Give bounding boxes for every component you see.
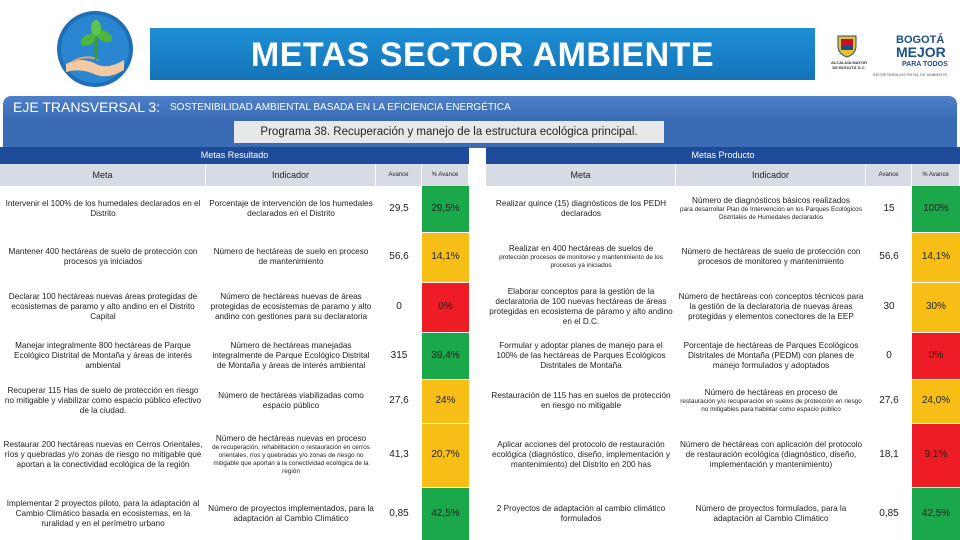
avance-producto-cell: 0 (886, 349, 892, 361)
title-bar (150, 28, 815, 80)
logo-line3: PARA TODOS (902, 61, 948, 68)
meta-producto-cell-main: Realizar en 400 hectáreas de suelos de (508, 243, 654, 253)
logo-line1: BOGOTÁ (896, 34, 945, 46)
bogota-logo (828, 28, 950, 80)
indicador-producto-cell-detail: para desarrollar Plan de Intervención en los Parques Ecológicos Distritales de Humedales declarados (680, 205, 862, 221)
col-header-indicador-producto: Indicador (676, 164, 866, 186)
meta-producto-cell-detail: protección procesos de monitoreo y mantenimiento de los procesos ya iniciados (499, 253, 663, 269)
row-divider (0, 379, 960, 380)
indicador-producto-cell: Número de hectáreas de suelo de protección con procesos de monitoreo y mantenimiento (681, 247, 861, 266)
meta-resultado-cell: Restaurar 200 hectáreas nuevas en Cerros Orientales, ríos y quebradas y/o zonas de riesgo no mitigable que aportan a la conectividad ecológica de la región (3, 440, 203, 469)
pct-avance-resultado-cell: 24% (422, 379, 469, 423)
pct-avance-resultado-cell: 42,5% (422, 487, 469, 540)
pct-avance-producto-cell: 30% (912, 282, 960, 332)
pct-avance-producto-cell: 42,5% (912, 487, 960, 540)
row-divider (0, 423, 960, 424)
logo-line2: MEJOR (896, 44, 946, 60)
indicador-resultado-cell (206, 423, 376, 487)
pct-avance-producto-cell: 9,1% (912, 423, 960, 487)
eje-band (3, 96, 957, 120)
col-header-meta-producto: Meta (486, 164, 676, 186)
section-metas-producto: Metas Producto (486, 147, 960, 164)
indicador-producto-cell: Porcentaje de hectáreas de Parques Ecológicos Distritales de Montaña (PEDM) con planes de manejo formulados y adoptados (683, 340, 859, 370)
meta-resultado-cell: Manejar integralmente 800 hectáreas de Parque Ecológico Distrital de Montaña y áreas de interés ambiental (14, 340, 192, 370)
col-header-avance: Avance (376, 164, 422, 186)
meta-resultado-cell: Mantener 400 hectáreas de suelo de protección con procesos ya iniciados (8, 247, 198, 266)
pct-avance-producto-cell: 14,1% (912, 232, 960, 282)
indicador-resultado-cell: Porcentaje de intervención de los humedales declarados en el Distrito (209, 199, 373, 218)
section-metas-resultado: Metas Resultado (0, 147, 469, 164)
indicador-resultado-cell: Número de hectáreas de suelo en proceso de mantenimiento (213, 247, 369, 266)
meta-producto-cell: 2 Proyectos de adaptación al cambio climático formulados (496, 503, 666, 523)
indicador-resultado-cell: Número de hectáreas viabilizadas como espacio público (218, 391, 364, 410)
indicador-producto-cell (676, 186, 866, 232)
indicador-producto-cell-detail: restauración y/o recuperación en suelos de protección en riesgo no mitigables para habilitar como espacio público (680, 397, 862, 413)
avance-resultado-cell: 27,6 (389, 395, 409, 406)
indicador-producto-cell: Número de proyectos formulados, para la adaptación al Cambio Climático (695, 503, 847, 523)
avance-resultado-cell: 41,3 (389, 449, 409, 460)
pct-avance-resultado-cell: 14,1% (422, 232, 469, 282)
avance-producto-cell: 30 (883, 301, 895, 312)
hand-plant-icon (52, 6, 138, 92)
meta-producto-cell: Elaborar conceptos para la gestión de la declaratoria de 100 nuevas hectáreas de áreas protegidas en ecosistema de páramo y alto andino en el D.C. (489, 287, 673, 326)
programa-label: Programa 38. Recuperación y manejo de la estructura ecológica principal. (234, 121, 664, 143)
col-gap (469, 164, 486, 186)
indicador-producto-cell (676, 379, 866, 423)
alcaldia-label: ALCALDÍA MAYOR DE BOGOTÁ D.C. (831, 60, 867, 70)
indicador-resultado-cell: Número de hectáreas nuevas de áreas protegidas de ecosistemas de paramo y alto andino con gestiones para su declaratoria (210, 292, 372, 321)
row-divider (0, 332, 960, 333)
avance-producto-cell: 56,6 (879, 251, 899, 262)
indicador-producto-cell: Número de hectáreas con aplicación del protocolo de restauración ecológica (diagnóstico, diseño, implementación y mantenimiento) (679, 440, 863, 469)
avance-resultado-cell: 56,6 (389, 251, 409, 262)
indicador-resultado-cell-main: Número de hectáreas nuevas en proceso (215, 433, 367, 443)
meta-producto-cell: Restauración de 115 has en suelos de protección en riesgo no mitigable (491, 391, 671, 410)
meta-resultado-cell: Declarar 100 hectáreas nuevas áreas protegidas de ecosistemas de paramo y alto andino en el Distrito Capital (8, 292, 198, 321)
avance-resultado-cell: 0,85 (389, 507, 409, 519)
secretaria-label: SECRETARÍA DISTRITAL DE AMBIENTE (873, 72, 948, 77)
col-header-indicador: Indicador (206, 164, 376, 186)
pct-avance-resultado-cell: 39,4% (422, 332, 469, 379)
indicador-resultado-cell-detail: de recuperación, rehabilitación o restauración en cerros orientales, ríos y quebradas y/o zonas de riesgo no mitigable que aportan a la conectividad ecológica de la región (212, 443, 370, 476)
col-header-pct-avance-producto: % Avance (912, 164, 960, 186)
meta-producto-cell: Realizar quince (15) diagnósticos de los PEDH declarados (495, 199, 667, 218)
col-header-meta: Meta (0, 164, 206, 186)
indicador-producto-cell-main: Número de hectáreas en proceso de (704, 387, 838, 397)
page-title: METAS SECTOR AMBIENTE (250, 36, 715, 74)
avance-resultado-cell: 0 (396, 301, 402, 312)
pct-avance-resultado-cell: 29,5% (422, 186, 469, 232)
col-header-avance-producto: Avance (866, 164, 912, 186)
eje-text: SOSTENIBILIDAD AMBIENTAL BASADA EN LA EFICIENCIA ENERGÉTICA (170, 102, 511, 113)
eje-label: EJE TRANSVERSAL 3: (13, 99, 161, 115)
avance-resultado-cell: 29,5 (389, 203, 409, 214)
meta-resultado-cell: Implementar 2 proyectos piloto, para la adaptación al Cambio Climático basada en ecosistemas, en la ruralidad y en el perímetro urbano (6, 498, 200, 528)
meta-resultado-cell: Recuperar 115 Has de suelo de protección en riesgo no mitigable y viabilizar como espacio público efectivo de la ciudad. (4, 386, 202, 415)
indicador-resultado-cell: Número de proyectos implementados, para la adaptación al Cambio Climático (208, 503, 374, 523)
col-header-pct-avance: % Avance (422, 164, 469, 186)
meta-producto-cell (486, 232, 676, 282)
avance-producto-cell: 15 (883, 203, 895, 214)
header (0, 0, 960, 95)
pct-avance-producto-cell: 24,0% (912, 379, 960, 423)
avance-producto-cell: 18,1 (879, 449, 899, 460)
indicador-resultado-cell: Número de hectáreas manejadas integralmente de Parque Ecológico Distrital de Montaña y áreas de interés ambiental (212, 340, 370, 370)
row-divider (0, 232, 960, 233)
row-divider (0, 487, 960, 488)
meta-producto-cell: Aplicar acciones del protocolo de restauración ecológica (diagnóstico, diseño, implementación y mantenimiento) del Distrito en 200 has (492, 440, 670, 469)
pct-avance-resultado-cell: 0% (422, 282, 469, 332)
meta-resultado-cell: Intervenir el 100% de los humedales declarados en el Distrito (5, 199, 201, 218)
crest-icon (836, 34, 858, 58)
avance-producto-cell: 27,6 (879, 395, 899, 406)
avance-resultado-cell: 315 (390, 349, 408, 361)
pct-avance-resultado-cell: 20,7% (422, 423, 469, 487)
meta-producto-cell: Formular y adoptar planes de manejo para el 100% de las hectáreas de Parques Ecológicos Distritales de Montaña (496, 340, 666, 370)
avance-producto-cell: 0,85 (879, 507, 899, 519)
pct-avance-producto-cell: 100% (912, 186, 960, 232)
indicador-producto-cell-main: Número de diagnósticos básicos realizados (692, 195, 850, 205)
pct-avance-producto-cell: 0% (912, 332, 960, 379)
row-divider (0, 282, 960, 283)
indicador-producto-cell: Número de hectáreas con conceptos técnicos para la gestión de la declaratoria de nuevas áreas protegidas y elementos conectores de la EEP (678, 292, 864, 321)
